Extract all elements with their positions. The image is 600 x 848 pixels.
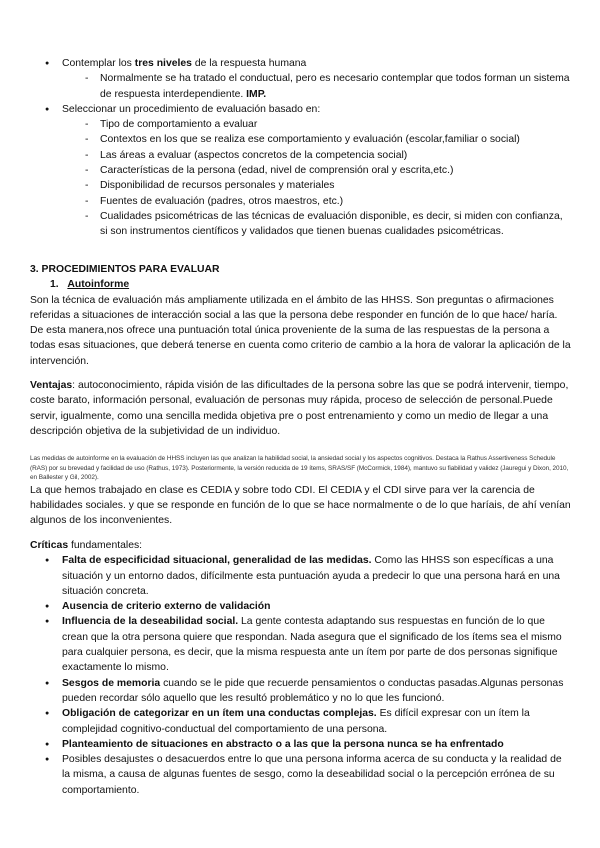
critica-item (30, 614, 572, 675)
sub-item: - Características de la persona (edad, nivel de comprensión oral y escrita,etc.) (30, 163, 572, 178)
top-bullet-section (30, 56, 572, 240)
critica-bold: Influencia de la deseabilidad social. (62, 616, 239, 628)
sub-item-text: Normalmente se ha tratado el conductual, pero es necesario contemplar que todos forman un sistema de respuesta interdependiente. (100, 73, 570, 100)
sub-item: - Contextos en los que se realiza ese comportamiento y evaluación (escolar,familiar o social) (30, 132, 572, 147)
critica-item (30, 599, 572, 614)
note-block (30, 454, 572, 529)
criticas-heading (30, 538, 572, 553)
criticas-list (30, 553, 572, 798)
paragraph-cedia: La que hemos trabajado en clase es CEDIA y sobre todo CDI. El CEDIA y el CDI sirve para ver la carencia de habilidades sociales. y que se responde en función de lo que se hace normalmente o de lo que haríais, de ahí venían algunos de los inconvenientes. (30, 484, 571, 527)
paragraph-ventajas (30, 378, 572, 439)
ventajas-text: : autoconocimiento, rápida visión de las dificultades de la persona sobre las que se podrá intervenir, tiempo, coste barato, información personal, evaluación de personas muy rápida, proceso de selección de personal.Puede servir, igualmente, como una sencilla medida objetiva pre o post entrenamiento y como un medio de llegar a una descripción objetiva de la subjetividad de un individuo. (30, 380, 569, 437)
critica-text: cuando se le pide que recuerde pensamientos o conductas pasadas.Algunas personas pueden recordar sólo aquello que les resultó problemático y no lo que les funcionó. (62, 677, 564, 704)
sub-item: - Fuentes de evaluación (padres, otros maestros, etc.) (30, 194, 572, 209)
critica-bold: Sesgos de memoria (62, 677, 161, 689)
ventajas-label: Ventajas (30, 380, 73, 391)
sub-item: - Disponibilidad de recursos personales y materiales (30, 178, 572, 193)
small-note: Las medidas de autoinforme en la evaluación de HHSS incluyen las que analizan la habilidad social, la ansiedad social y los aspectos cognitivos. Destaca la Rathus Assertiveness Schedule (RAS) por su brevedad y facilidad de uso (Rathus, 1973). Posteriormente, la versión reducida de 19 ítems, SRAS/SF (McCormick, 1984), mantuvo su fiabilidad y validez (Jauregui y Dixon, 2010, en Ballester y Gil, 2002). (30, 455, 569, 482)
criticas-label: Críticas (30, 540, 69, 551)
top-bullet-list (30, 56, 572, 240)
section-3 (30, 262, 572, 369)
bullet-text: de la respuesta humana (191, 58, 307, 69)
subsection-number: 1. (50, 279, 59, 291)
criticas-block (30, 538, 572, 798)
bullet-bold: tres niveles (134, 58, 192, 69)
critica-bold: Ausencia de criterio externo de validación (62, 601, 271, 613)
critica-text: Como las HHSS son específicas a una situación y un entorno dados, difícilmente esta puntuación ayuda a predecir lo que una persona hará en una situación concreta. (62, 555, 560, 597)
critica-text: Posibles desajustes o desacuerdos entre lo que una persona informa acerca de su conducta y la realidad de la misma, a causa de algunas fuentes de sesgo, como la deseabilidad social o la percepción errónea de su comportamiento. (62, 754, 562, 796)
critica-item (30, 553, 572, 599)
ventajas-block (30, 378, 572, 439)
sub-item: - Cualidades psicométricas de las técnicas de evaluación disponible, es decir, si miden con confianza, si son instrumentos científicos y validados que tienen buenas cualidades psicométricas. (30, 209, 572, 240)
critica-bold: Obligación de categorizar en un ítem una conductas complejas. (62, 708, 377, 720)
subsection-label: Autoinforme (67, 279, 130, 291)
subsection-title (30, 277, 572, 292)
bullet-item-niveles (30, 56, 572, 102)
bullet-item-procedimiento (30, 102, 572, 240)
sub-list (30, 71, 572, 102)
bullet-text: Seleccionar un procedimiento de evaluación basado en: (62, 103, 321, 115)
paragraph-autoinforme: Son la técnica de evaluación más ampliamente utilizada en el ámbito de las HHSS. Son preguntas o afirmaciones referidas a situaciones de interacción social a las que la persona debe responder en función de lo que hace/ haría. De esta manera,nos ofrece una puntuación total única proveniente de la suma de las respuestas de la persona a todas esas situaciones, que deberá tenerse en cuenta como criterio de cambio a la hora de valorar la aplicación de la intervención. (30, 294, 571, 367)
critica-text: Es difícil expresar con un ítem la complejidad cognitivo-conductual del comportamiento de una persona. (62, 708, 530, 735)
critica-bold: Falta de especificidad situacional, generalidad de las medidas. (62, 555, 372, 567)
critica-bold: Planteamiento de situaciones en abstracto o a las que la persona nunca se ha enfrentado (62, 738, 504, 750)
sub-list (30, 117, 572, 239)
criticas-post: fundamentales: (68, 540, 143, 551)
critica-item (30, 706, 572, 737)
sub-item-bold: IMP. (246, 88, 267, 100)
bullet-text: Contemplar los (62, 58, 135, 69)
sub-item: - Las áreas a evaluar (aspectos concretos de la competencia social) (30, 148, 572, 163)
section-title: 3. PROCEDIMIENTOS PARA EVALUAR (30, 264, 220, 275)
critica-item (30, 737, 572, 752)
sub-item: - Tipo de comportamiento a evaluar (30, 117, 572, 132)
critica-text: La gente contesta adaptando sus respuestas en función de lo que crean que la otra persona quiere que respondan. Nada asegura que el significado de los ítems sea el mismo para cualquier persona, es decir, que la misma respuesta ante un ítem por parte de dos personas signifique exactamente lo mismo. (62, 616, 562, 674)
critica-item (30, 676, 572, 707)
sub-item (30, 71, 572, 102)
critica-item (30, 752, 572, 798)
